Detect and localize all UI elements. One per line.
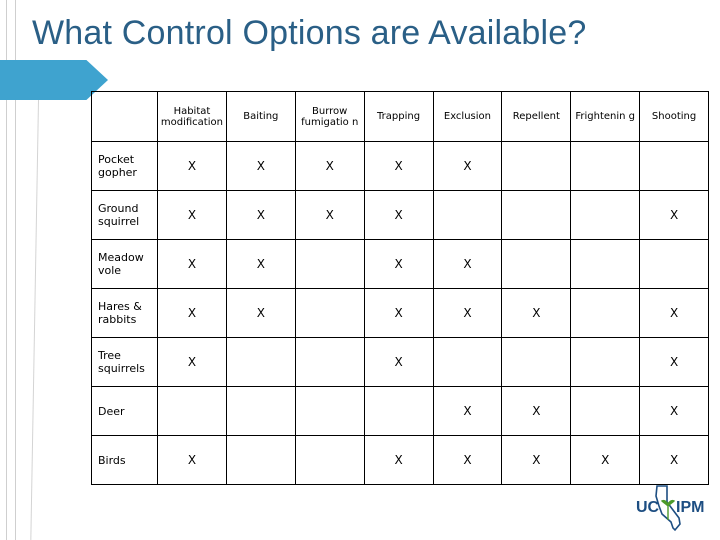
option-cell [295, 240, 364, 289]
option-cell: X [364, 289, 433, 338]
option-cell [571, 240, 640, 289]
option-cell: X [226, 191, 295, 240]
row-header-label: Tree squirrels [92, 338, 158, 387]
option-cell: X [640, 436, 709, 485]
option-cell [502, 338, 571, 387]
option-cell [433, 338, 502, 387]
option-cell: X [433, 240, 502, 289]
option-cell [571, 191, 640, 240]
option-cell [295, 387, 364, 436]
row-header-label: Hares & rabbits [92, 289, 158, 338]
option-cell [502, 142, 571, 191]
row-header-label: Pocket gopher [92, 142, 158, 191]
column-header: Exclusion [433, 92, 502, 142]
option-cell: X [502, 436, 571, 485]
option-cell: X [433, 436, 502, 485]
table-row [92, 387, 709, 436]
option-cell [640, 240, 709, 289]
option-cell: X [364, 436, 433, 485]
option-cell: X [226, 240, 295, 289]
option-cell: X [158, 142, 227, 191]
option-cell [158, 387, 227, 436]
option-cell: X [364, 191, 433, 240]
row-header-label: Birds [92, 436, 158, 485]
option-cell [502, 240, 571, 289]
option-cell [571, 338, 640, 387]
option-cell [226, 387, 295, 436]
option-cell: X [364, 142, 433, 191]
option-cell [433, 191, 502, 240]
left-decorative-line [30, 100, 39, 540]
option-cell [295, 289, 364, 338]
column-header: Shooting [640, 92, 709, 142]
option-cell: X [158, 338, 227, 387]
slide-title: What Control Options are Available? [32, 14, 587, 52]
option-cell [571, 387, 640, 436]
row-header-label: Meadow vole [92, 240, 158, 289]
option-cell: X [640, 289, 709, 338]
option-cell [295, 436, 364, 485]
header-corner-cell [92, 92, 158, 142]
option-cell [640, 142, 709, 191]
option-cell: X [571, 436, 640, 485]
option-cell: X [433, 142, 502, 191]
option-cell: X [295, 142, 364, 191]
option-cell: X [433, 289, 502, 338]
table-row [92, 289, 709, 338]
option-cell: X [364, 240, 433, 289]
option-cell: X [364, 338, 433, 387]
option-cell: X [295, 191, 364, 240]
logo-text-ipm: IPM [676, 499, 705, 516]
option-cell: X [502, 289, 571, 338]
column-header: Habitat modification [158, 92, 227, 142]
option-cell: X [158, 289, 227, 338]
option-cell: X [640, 387, 709, 436]
option-cell [502, 191, 571, 240]
column-header: Burrow fumigatio n [295, 92, 364, 142]
option-cell [571, 289, 640, 338]
control-options-table [91, 91, 709, 485]
option-cell [226, 338, 295, 387]
option-cell [295, 338, 364, 387]
column-header: Repellent [502, 92, 571, 142]
logo-text-uc: UC [636, 499, 660, 516]
table-row [92, 191, 709, 240]
table-row [92, 142, 709, 191]
option-cell: X [226, 142, 295, 191]
table-header-row [92, 92, 709, 142]
option-cell: X [226, 289, 295, 338]
option-cell: X [158, 436, 227, 485]
uc-ipm-logo [636, 484, 716, 534]
option-cell: X [640, 338, 709, 387]
table-row [92, 436, 709, 485]
option-cell: X [502, 387, 571, 436]
option-cell [571, 142, 640, 191]
column-header: Frightenin g [571, 92, 640, 142]
option-cell [364, 387, 433, 436]
table-row [92, 240, 709, 289]
option-cell: X [640, 191, 709, 240]
column-header: Baiting [226, 92, 295, 142]
option-cell: X [158, 191, 227, 240]
row-header-label: Ground squirrel [92, 191, 158, 240]
option-cell [226, 436, 295, 485]
option-cell: X [433, 387, 502, 436]
option-cell: X [158, 240, 227, 289]
table-row [92, 338, 709, 387]
column-header: Trapping [364, 92, 433, 142]
row-header-label: Deer [92, 387, 158, 436]
